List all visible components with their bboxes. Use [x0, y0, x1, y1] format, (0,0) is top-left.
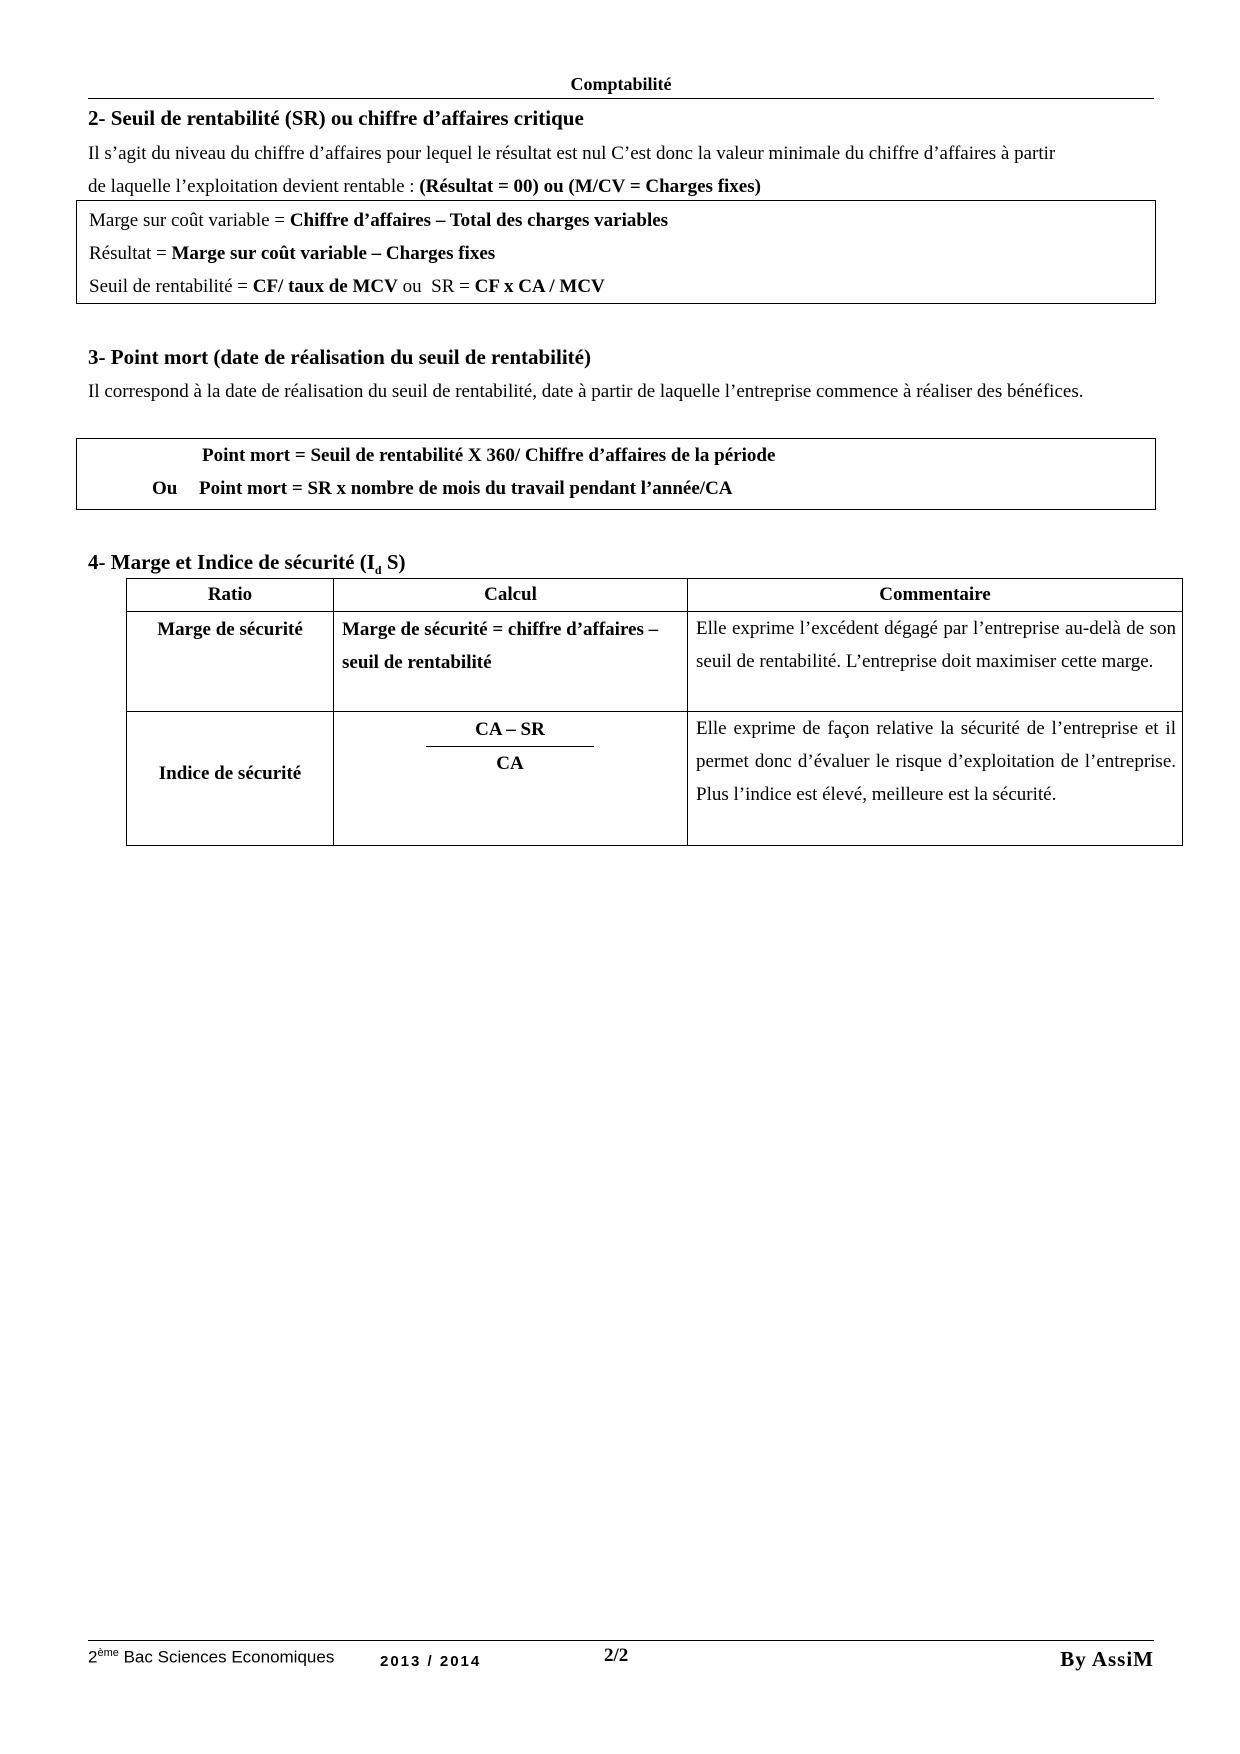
footer-level-num: 2 [88, 1647, 98, 1667]
row1-calc: Marge de sécurité = chiffre d’affaires – seuil de rentabilité [334, 612, 688, 712]
row2-calc-numerator: CA – SR [426, 713, 594, 747]
section2-title: 2- Seuil de rentabilité (SR) ou chiffre d’affaires critique [88, 106, 584, 130]
table-row [127, 712, 1183, 846]
formula-mcv-label: Marge sur coût variable = [89, 210, 290, 231]
point-mort-formula-1: Point mort = Seuil de rentabilité X 360/ Chiffre d’affaires de la période [202, 445, 776, 466]
formula-sr-label: Seuil de rentabilité = [89, 276, 253, 297]
header-commentaire: Commentaire [688, 579, 1183, 612]
table-row [127, 612, 1183, 712]
footer-level-sup: ème [97, 1647, 119, 1659]
section3-formula-box [76, 438, 1156, 510]
section2-para-condition: (Résultat = 00) ou (M/CV = Charges fixes) [419, 176, 761, 197]
row2-calc-fraction [334, 712, 688, 846]
header-calcul: Calcul [334, 579, 688, 612]
section2-formula-box [76, 200, 1156, 304]
section2-paragraph [88, 137, 1154, 203]
formula-resultat-label: Résultat = [89, 243, 172, 264]
formula-resultat-value: Marge sur coût variable – Charges fixes [171, 243, 496, 264]
section3-title: 3- Point mort (date de réalisation du seuil de rentabilité) [88, 345, 591, 369]
point-mort-formula-2: Point mort = SR x nombre de mois du travail pendant l’année/CA [199, 478, 733, 499]
formula-resultat [77, 237, 1155, 270]
section2-para-text: de laquelle l’exploitation devient rentable : [88, 176, 420, 197]
point-mort-or-label: Ou [152, 478, 178, 499]
formula-sr [77, 270, 1155, 303]
footer-page-number: 2/2 [604, 1645, 629, 1666]
footer-level-text: Bac Sciences Economiques [118, 1647, 335, 1667]
row1-ratio: Marge de sécurité [127, 612, 334, 712]
footer-level [88, 1647, 334, 1668]
page-header-subject: Comptabilité [88, 74, 1154, 99]
header-ratio: Ratio [127, 579, 334, 612]
row2-calc-denominator: CA [496, 753, 524, 774]
formula-mcv-value: Chiffre d’affaires – Total des charges variables [289, 210, 669, 231]
section4-title [88, 550, 406, 578]
section4-title-end: S) [381, 550, 406, 574]
formula-sr-value1: CF/ taux de MCV [252, 276, 398, 297]
section2-para-line1: Il s’agit du niveau du chiffre d’affaires pour lequel le résultat est nul C’est donc la valeur minimale du chiffre d’affaires à partir [88, 143, 1056, 164]
formula-sr-value2: CF x CA / MCV [474, 276, 605, 297]
row2-comment: Elle exprime de façon relative la sécurité de l’entreprise et il permet donc d’évaluer le risque d’exploitation de l’entreprise. Plus l’indice est élevé, meilleure est la sécurité. [688, 712, 1183, 846]
formula-sr-or: ou SR = [397, 276, 475, 297]
row2-ratio: Indice de sécurité [127, 712, 334, 846]
footer-author: By AssiM [1060, 1647, 1154, 1671]
page-footer [88, 1640, 1154, 1681]
security-ratio-table [126, 578, 1183, 846]
formula-mcv [77, 204, 1155, 237]
section4-title-sub: d [374, 563, 382, 578]
section4-title-main: 4- Marge et Indice de sécurité (I [88, 550, 375, 574]
section2-para-line2 [88, 170, 1154, 203]
section3-paragraph: Il correspond à la date de réalisation du seuil de rentabilité, date à partir de laquelle l’entreprise commence à réaliser des bénéfices. [88, 381, 1084, 402]
table-header-row [127, 579, 1183, 612]
footer-year: 2013 / 2014 [380, 1653, 482, 1670]
row1-comment: Elle exprime l’excédent dégagé par l’entreprise au-delà de son seuil de rentabilité. L’entreprise doit maximiser cette marge. [688, 612, 1183, 712]
